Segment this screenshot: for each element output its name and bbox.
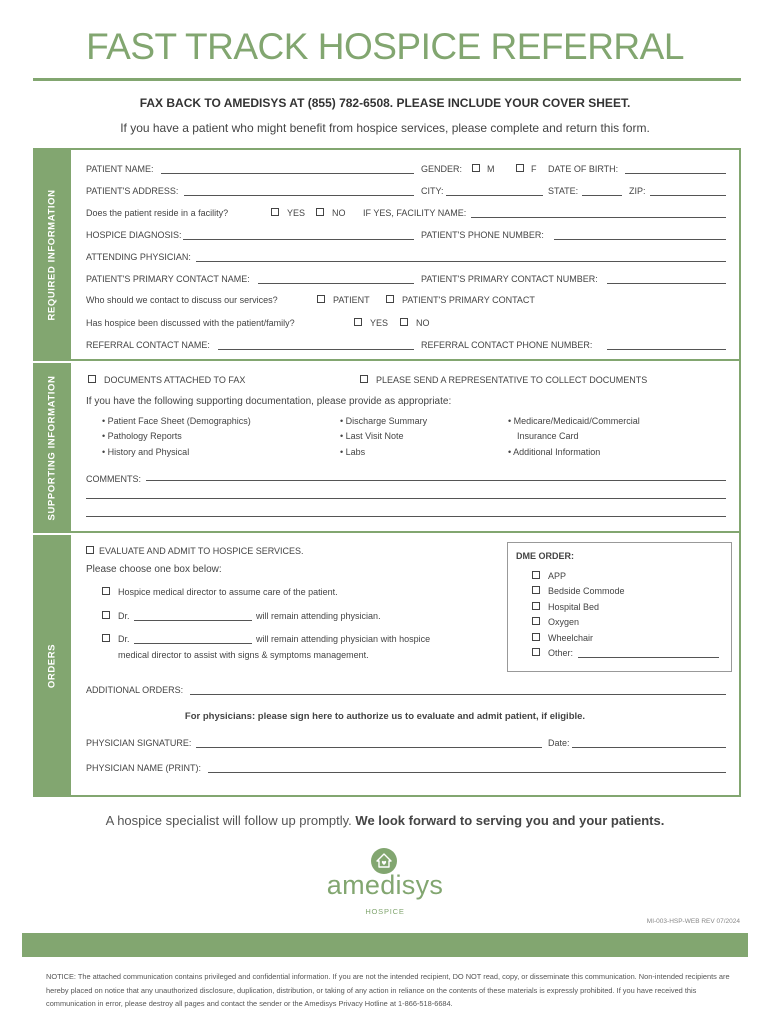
address-label: PATIENT'S ADDRESS: [86,186,179,196]
doc-item: • Medicare/Medicaid/Commercial [508,416,640,426]
physician-authorize-note: For physicians: please sign here to authorize us to evaluate and admit patient, if eligible. [184,711,586,722]
state-label: STATE: [548,186,579,196]
additional-orders-label: ADDITIONAL ORDERS: [86,685,184,695]
patient-phone-label: PATIENT'S PHONE NUMBER: [421,230,544,240]
required-tab-label: REQUIRED INFORMATION [46,188,58,321]
doc-item: • Additional Information [508,447,601,457]
provide-instruction: If you have the following supporting documentation, please provide as appropriate: [86,396,452,407]
city-label: CITY: [421,186,444,196]
confidentiality-notice: NOTICE: The attached communication contains privileged and confidential information. If you are not the intended recipient, DO NOT read, copy, or disseminate this communication. Non-intended recipients are hereby placed on notice that any unauthorized disclosure, duplication, distribution, or taking of any action in reliance on the contents of these materials is expressly prohibited. If you have received this communication in error, please destroy all pages and contact the sender or the Amedisys Privacy Hotline at 1-866-518-6684. [46,972,730,1008]
follow-up-bold: We look forward to serving you and your patients. [355,813,665,828]
dob-label: DATE OF BIRTH: [548,164,619,174]
print-name-field[interactable] [208,772,726,773]
docs-attached-label: DOCUMENTS ATTACHED TO FAX [104,375,246,385]
dme-app-checkbox[interactable] [532,571,540,579]
dme-item-label: Hospital Bed [548,602,600,612]
diagnosis-label: HOSPICE DIAGNOSIS: [86,230,182,240]
orders-tab-label: ORDERS [46,643,58,689]
dme-item-label: Wheelchair [548,633,594,643]
discussed-no-label: NO [416,318,430,328]
dme-oxygen-checkbox[interactable] [532,617,540,625]
comments-field-line[interactable] [86,516,726,517]
dme-other-field[interactable] [578,657,719,658]
evaluate-label: EVALUATE AND ADMIT TO HOSPICE SERVICES. [99,546,304,556]
supporting-tab-label: SUPPORTING INFORMATION [46,375,58,521]
discussed-yes-label: YES [370,318,389,328]
brand-name: amedisys [326,870,444,900]
gender-f-label: F [531,164,537,174]
doc-item: • Last Visit Note [340,431,404,441]
dme-title: DME ORDER: [516,551,574,561]
dr-with-director-label-cont: medical director to assist with signs & symptoms management. [118,650,369,660]
city-field[interactable] [446,195,543,196]
doc-item: • Labs [340,447,366,457]
evaluate-checkbox[interactable] [86,546,94,554]
address-field[interactable] [184,195,414,196]
discussed-yes-checkbox[interactable] [354,318,362,326]
dme-commode-checkbox[interactable] [532,586,540,594]
date-label: Date: [548,738,570,748]
facility-name-field[interactable] [471,217,726,218]
signature-field[interactable] [196,747,542,748]
dme-bed-checkbox[interactable] [532,602,540,610]
dr-with-director-label: will remain attending physician with hospice [256,634,431,644]
contact-name-field[interactable] [258,283,414,284]
dme-wheelchair-checkbox[interactable] [532,633,540,641]
footer-bar [22,933,748,957]
dme-order-box [507,542,732,672]
facility-question: Does the patient reside in a facility? [86,208,229,218]
page-title: FAST TRACK HOSPICE REFERRAL [86,26,684,67]
dr-label: Dr. [118,634,130,644]
gender-m-label: M [487,164,495,174]
follow-up-text [0,813,770,828]
facility-name-label: IF YES, FACILITY NAME: [363,208,467,218]
contact-primary-checkbox[interactable] [386,295,394,303]
dme-item-label: Oxygen [548,617,580,627]
send-rep-label: PLEASE SEND A REPRESENTATIVE TO COLLECT DOCUMENTS [376,375,648,385]
form-code: MI-003-HSP-WEB REV 07/2024 [646,918,740,925]
dr-attending-name-field[interactable] [134,620,252,621]
additional-orders-field[interactable] [190,694,726,695]
dr-with-director-checkbox[interactable] [102,634,110,642]
who-contact-question: Who should we contact to discuss our services? [86,295,278,305]
doc-item: • Discharge Summary [340,416,428,426]
send-rep-checkbox[interactable] [360,375,368,383]
contact-phone-label: PATIENT'S PRIMARY CONTACT NUMBER: [421,274,598,284]
referral-phone-label: REFERRAL CONTACT PHONE NUMBER: [421,340,593,350]
contact-phone-field[interactable] [607,283,726,284]
dme-other-checkbox[interactable] [532,648,540,656]
print-name-label: PHYSICIAN NAME (PRINT): [86,763,202,773]
facility-yes-label: YES [287,208,306,218]
contact-primary-label: PATIENT'S PRIMARY CONTACT [402,295,535,305]
follow-up-plain: A hospice specialist will follow up promptly. [105,813,352,828]
required-tab [33,148,71,361]
dme-item-label: APP [548,571,567,581]
doc-item: • Patient Face Sheet (Demographics) [102,416,251,426]
dob-field[interactable] [625,173,726,174]
title-divider [33,78,741,81]
state-field[interactable] [582,195,622,196]
signature-label: PHYSICIAN SIGNATURE: [86,738,192,748]
referral-name-field[interactable] [218,349,414,350]
discussed-question: Has hospice been discussed with the patient/family? [86,318,295,328]
hospice-director-checkbox[interactable] [102,587,110,595]
dme-item-label: Bedside Commode [548,586,625,596]
dr-attending-label: will remain attending physician. [256,611,381,621]
zip-field[interactable] [650,195,726,196]
physician-field[interactable] [196,261,726,262]
doc-item: • History and Physical [102,447,190,457]
facility-no-label: NO [332,208,346,218]
fax-instruction: FAX BACK TO AMEDISYS AT (855) 782-6508. PLEASE INCLUDE YOUR COVER SHEET. [139,96,631,110]
diagnosis-field[interactable] [183,239,414,240]
dr-attending-checkbox[interactable] [102,611,110,619]
contact-patient-checkbox[interactable] [317,295,325,303]
dme-item-label: Other: [548,648,574,658]
physician-label: ATTENDING PHYSICIAN: [86,252,191,262]
referral-phone-field[interactable] [607,349,726,350]
supporting-tab [33,361,71,533]
gender-m-checkbox[interactable] [472,164,480,172]
referral-name-label: REFERRAL CONTACT NAME: [86,340,210,350]
intro-text: If you have a patient who might benefit from hospice services, please complete and return this form. [120,121,650,135]
facility-yes-checkbox[interactable] [271,208,279,216]
dr-label: Dr. [118,611,130,621]
date-field[interactable] [572,747,726,748]
gender-f-checkbox[interactable] [516,164,524,172]
doc-item: • Pathology Reports [102,431,182,441]
hospice-director-label: Hospice medical director to assume care of the patient. [118,587,338,597]
patient-name-label: PATIENT NAME: [86,164,154,174]
contact-patient-label: PATIENT [333,295,370,305]
comments-field-line[interactable] [86,498,726,499]
gender-label: GENDER: [421,164,463,174]
patient-name-field[interactable] [161,173,414,174]
facility-no-checkbox[interactable] [316,208,324,216]
comments-label: COMMENTS: [86,474,141,484]
orders-tab [33,533,71,797]
doc-item-continuation: Insurance Card [517,431,579,441]
choose-instruction: Please choose one box below: [86,564,222,575]
docs-attached-checkbox[interactable] [88,375,96,383]
patient-phone-field[interactable] [554,239,726,240]
discussed-no-checkbox[interactable] [400,318,408,326]
zip-label: ZIP: [629,186,646,196]
contact-name-label: PATIENT'S PRIMARY CONTACT NAME: [86,274,250,284]
brand-subtitle: HOSPICE [365,907,405,916]
comments-field-line[interactable] [146,480,726,481]
dr-with-director-name-field[interactable] [134,643,252,644]
